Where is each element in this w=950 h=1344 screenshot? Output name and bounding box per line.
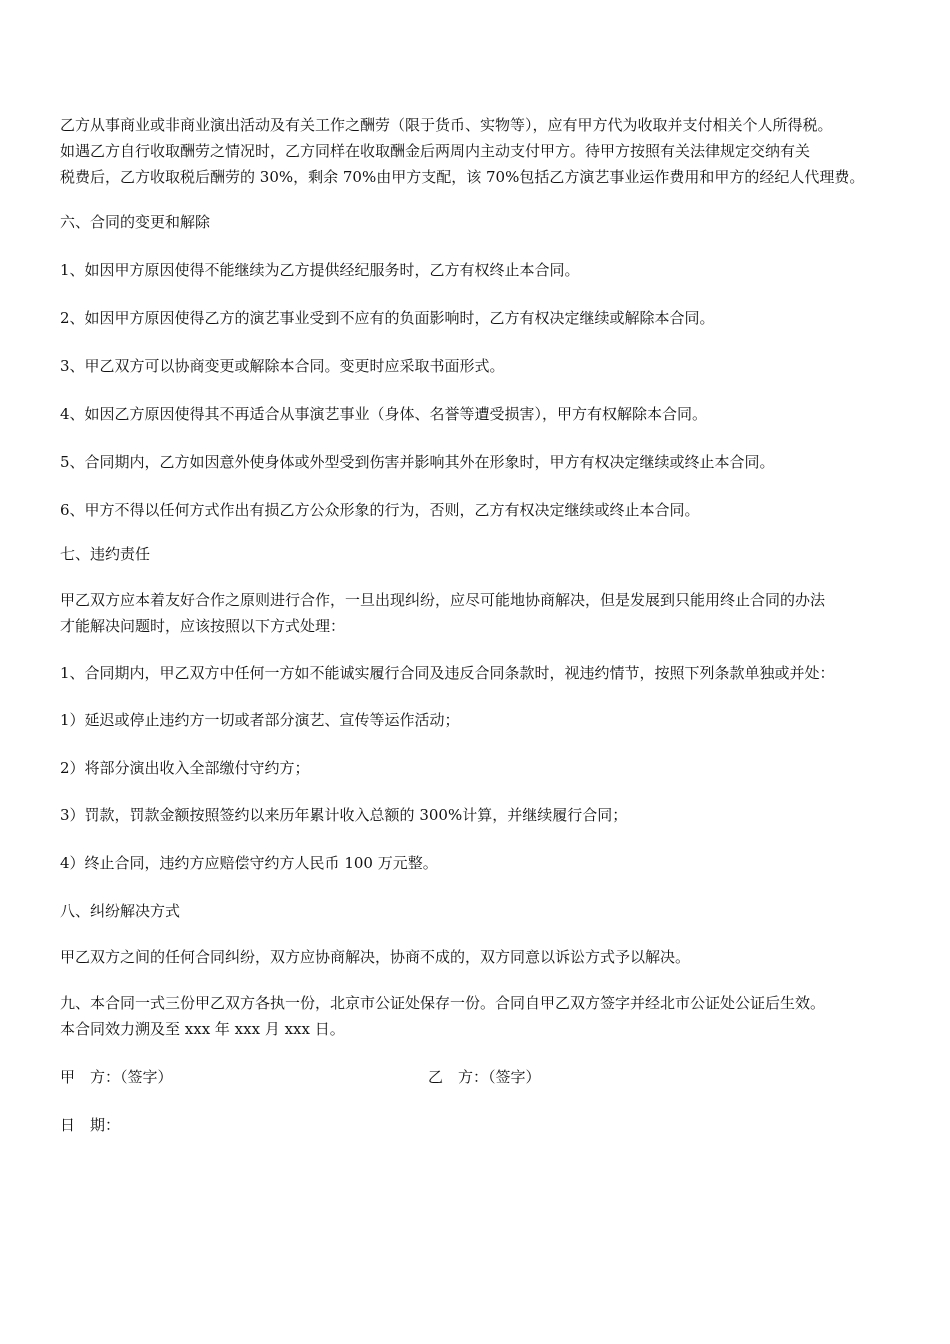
section-6-item-2: 2、如因甲方原因使得乙方的演艺事业受到不应有的负面影响时，乙方有权决定继续或解除本合同。 (60, 309, 715, 327)
section-7-item-4: 4）终止合同，违约方应赔偿守约方人民币 100 万元整。 (60, 854, 438, 872)
section-7-item-2: 2）将部分演出收入全部缴付守约方； (60, 759, 310, 777)
section-6-item-6: 6、甲方不得以任何方式作出有损乙方公众形象的行为，否则，乙方有权决定继续或终止本合同。 (60, 501, 700, 519)
intro-paragraph (60, 112, 900, 190)
section-7-intro-line: 才能解决问题时，应该按照以下方式处理： (60, 617, 346, 635)
section-6-item-3: 3、甲乙双方可以协商变更或解除本合同。变更时应采取书面形式。 (60, 357, 505, 375)
section-6-item-1: 1、如因甲方原因使得不能继续为乙方提供经纪服务时，乙方有权终止本合同。 (60, 261, 580, 279)
section-7-intro (60, 587, 900, 639)
section-7-heading: 七、违约责任 (60, 545, 151, 563)
section-7-item-1: 1）延迟或停止违约方一切或者部分演艺、宣传等运作活动； (60, 711, 460, 729)
section-7-clause: 1、合同期内，甲乙双方中任何一方如不能诚实履行合同及违反合同条款时，视违约情节，按照下列条款单独或并处： (60, 664, 835, 682)
party-b-signature-label: 乙 方：（签字） (428, 1068, 541, 1086)
section-7-intro-line: 甲乙双方应本着友好合作之原则进行合作，一旦出现纠纷，应尽可能地协商解决，但是发展到只能用终止合同的办法 (60, 591, 826, 609)
section-8-text: 甲乙双方之间的任何合同纠纷，双方应协商解决，协商不成的，双方同意以诉讼方式予以解决。 (60, 948, 691, 966)
intro-line: 乙方从事商业或非商业演出活动及有关工作之酬劳（限于货币、实物等），应有甲方代为收取并支付相关个人所得税。 (60, 116, 833, 134)
date-label: 日 期： (60, 1116, 121, 1134)
section-8-heading: 八、纠纷解决方式 (60, 902, 181, 920)
section-9-paragraph (60, 990, 900, 1042)
section-9-line: 九、本合同一式三份甲乙双方各执一份，北京市公证处保存一份。合同自甲乙双方签字并经北市公证处公证后生效。 (60, 994, 826, 1012)
section-9-line: 本合同效力溯及至 xxx 年 xxx 月 xxx 日。 (60, 1020, 345, 1038)
section-6-heading: 六、合同的变更和解除 (60, 213, 211, 231)
section-6-item-4: 4、如因乙方原因使得其不再适合从事演艺事业（身体、名誉等遭受损害），甲方有权解除本合同。 (60, 405, 708, 423)
intro-line: 税费后，乙方收取税后酬劳的 30%，剩余 70%由甲方支配，该 70%包括乙方演艺事业运作费用和甲方的经纪人代理费。 (60, 168, 865, 186)
party-a-signature-label: 甲 方：（签字） (60, 1068, 173, 1086)
section-6-item-5: 5、合同期内，乙方如因意外使身体或外型受到伤害并影响其外在形象时，甲方有权决定继续或终止本合同。 (60, 453, 775, 471)
section-7-item-3: 3）罚款，罚款金额按照签约以来历年累计收入总额的 300%计算，并继续履行合同； (60, 806, 628, 824)
intro-line: 如遇乙方自行收取酬劳之情况时，乙方同样在收取酬金后两周内主动支付甲方。待甲方按照有关法律规定交纳有关 (60, 142, 811, 160)
